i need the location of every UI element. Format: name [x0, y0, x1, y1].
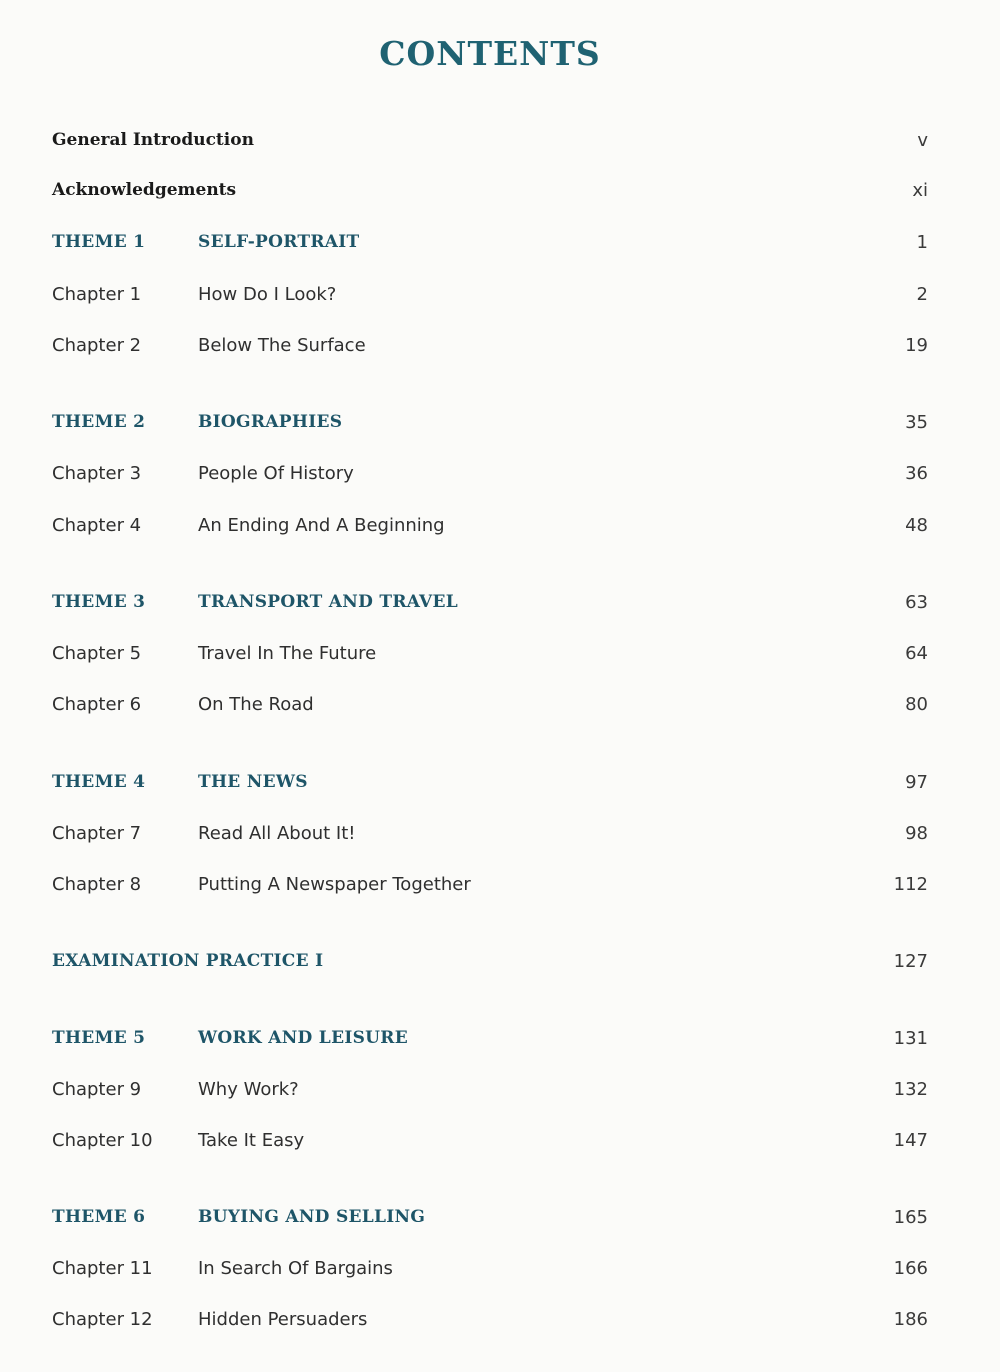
chapter-label: Chapter 3 [52, 463, 142, 484]
chapter-title: Below The Surface [198, 335, 366, 356]
toc-row-general-introduction[interactable] [0, 130, 1000, 160]
toc-row-chapter-7[interactable] [0, 823, 1000, 853]
chapter-label: Chapter 9 [52, 1079, 142, 1100]
toc-row-theme-2[interactable] [0, 412, 1000, 442]
page-number: v [917, 130, 928, 151]
toc-row-theme-3[interactable] [0, 592, 1000, 622]
theme-label: THEME 1 [52, 232, 146, 252]
toc-row-theme-5[interactable] [0, 1028, 1000, 1058]
theme-title: THE NEWS [198, 772, 308, 792]
page-number: xi [912, 180, 928, 201]
chapter-title: On The Road [198, 694, 314, 715]
page-number: 36 [905, 463, 928, 484]
page-number: 131 [893, 1028, 928, 1049]
page-number: 80 [905, 694, 928, 715]
page-number: 166 [893, 1258, 928, 1279]
toc-row-chapter-3[interactable] [0, 463, 1000, 493]
toc-row-theme-6[interactable] [0, 1207, 1000, 1237]
page-number: 48 [905, 515, 928, 536]
toc-row-chapter-1[interactable] [0, 284, 1000, 314]
theme-title: WORK AND LEISURE [198, 1028, 408, 1048]
page-number: 147 [893, 1130, 928, 1151]
page-number: 97 [905, 772, 928, 793]
page-number: 63 [905, 592, 928, 613]
chapter-label: Chapter 2 [52, 335, 142, 356]
page-number: 127 [893, 951, 928, 972]
chapter-label: Chapter 12 [52, 1309, 153, 1330]
chapter-title: How Do I Look? [198, 284, 337, 305]
chapter-label: Chapter 1 [52, 284, 142, 305]
chapter-label: Chapter 10 [52, 1130, 153, 1151]
page-number: 2 [916, 284, 928, 305]
toc-row-chapter-10[interactable] [0, 1130, 1000, 1160]
chapter-label: Chapter 11 [52, 1258, 153, 1279]
theme-label: THEME 2 [52, 412, 146, 432]
page-number: 186 [893, 1309, 928, 1330]
toc-row-chapter-4[interactable] [0, 515, 1000, 545]
page-number: 64 [905, 643, 928, 664]
chapter-label: Chapter 8 [52, 874, 142, 895]
toc-row-chapter-8[interactable] [0, 874, 1000, 904]
chapter-title: Take It Easy [198, 1130, 305, 1151]
chapter-title: Why Work? [198, 1079, 299, 1100]
theme-label: THEME 5 [52, 1028, 146, 1048]
toc-row-chapter-11[interactable] [0, 1258, 1000, 1288]
chapter-label: Chapter 4 [52, 515, 142, 536]
chapter-title: Hidden Persuaders [198, 1309, 368, 1330]
page-number: 19 [905, 335, 928, 356]
chapter-title: Read All About It! [198, 823, 356, 844]
page-number: 132 [893, 1079, 928, 1100]
theme-label: THEME 3 [52, 592, 146, 612]
chapter-label: Chapter 6 [52, 694, 142, 715]
exam-title: EXAMINATION PRACTICE I [52, 951, 324, 971]
toc-row-acknowledgements[interactable] [0, 180, 1000, 210]
toc-row-chapter-2[interactable] [0, 335, 1000, 365]
toc-row-theme-4[interactable] [0, 772, 1000, 802]
page-title: CONTENTS [379, 34, 601, 73]
theme-title: TRANSPORT AND TRAVEL [198, 592, 458, 612]
page-number: 98 [905, 823, 928, 844]
page-number: 112 [893, 874, 928, 895]
theme-label: THEME 6 [52, 1207, 146, 1227]
chapter-title: Putting A Newspaper Together [198, 874, 471, 895]
page-number: 35 [905, 412, 928, 433]
entry-title: General Introduction [52, 130, 254, 150]
chapter-label: Chapter 7 [52, 823, 142, 844]
toc-row-chapter-5[interactable] [0, 643, 1000, 673]
toc-row-examination-practice[interactable] [0, 951, 1000, 981]
chapter-title: In Search Of Bargains [198, 1258, 393, 1279]
page-number: 165 [893, 1207, 928, 1228]
chapter-title: Travel In The Future [198, 643, 377, 664]
theme-title: SELF-PORTRAIT [198, 232, 360, 252]
theme-label: THEME 4 [52, 772, 146, 792]
chapter-title: People Of History [198, 463, 354, 484]
theme-title: BUYING AND SELLING [198, 1207, 426, 1227]
toc-row-chapter-9[interactable] [0, 1079, 1000, 1109]
chapter-title: An Ending And A Beginning [198, 515, 445, 536]
chapter-label: Chapter 5 [52, 643, 142, 664]
toc-row-theme-1[interactable] [0, 232, 1000, 262]
toc-row-chapter-6[interactable] [0, 694, 1000, 724]
toc-row-chapter-12[interactable] [0, 1309, 1000, 1339]
page-number: 1 [916, 232, 928, 253]
theme-title: BIOGRAPHIES [198, 412, 343, 432]
entry-title: Acknowledgements [52, 180, 237, 200]
